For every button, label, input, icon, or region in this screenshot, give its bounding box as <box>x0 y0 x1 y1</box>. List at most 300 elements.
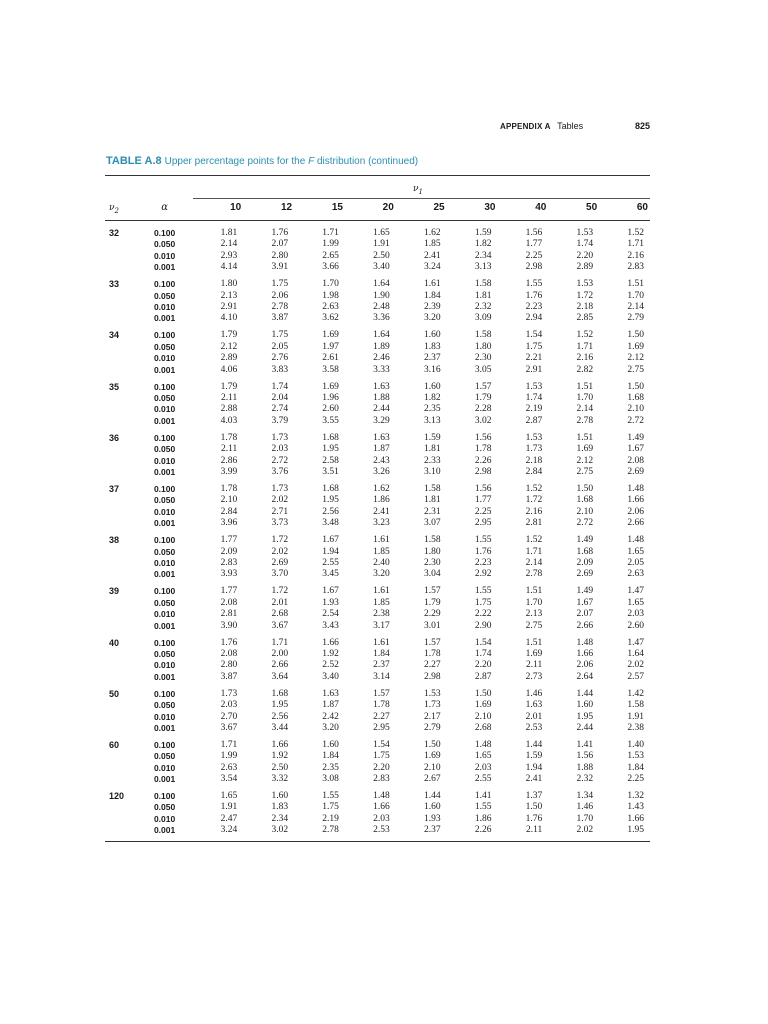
table-cell: 2.31 <box>423 506 441 517</box>
table-cell: 1.58 <box>423 535 441 546</box>
alpha-value: 0.100 <box>153 381 176 392</box>
table-cell: 2.12 <box>576 455 594 466</box>
table-cell: 1.60 <box>423 802 441 813</box>
table-cell: 1.84 <box>373 648 390 659</box>
table-cell: 3.87 <box>220 671 238 682</box>
table-cell: 1.77 <box>474 495 492 506</box>
alpha-value: 0.001 <box>153 569 176 580</box>
table-cell: 2.91 <box>220 302 238 312</box>
value-column <box>396 484 447 532</box>
table-cell: 1.61 <box>373 637 390 648</box>
value-column <box>497 586 548 634</box>
table-cell: 2.75 <box>576 466 594 477</box>
alpha-value: 0.100 <box>153 688 176 699</box>
alpha-value: 0.100 <box>153 739 176 750</box>
table-cell: 2.67 <box>423 774 441 785</box>
table-cell: 2.18 <box>525 455 543 466</box>
table-cell: 1.54 <box>525 330 543 341</box>
table-cell: 1.50 <box>627 381 644 392</box>
table-cell: 1.58 <box>627 700 644 711</box>
table-cell: 1.48 <box>576 637 594 648</box>
alpha-value: 0.100 <box>153 279 176 290</box>
table-cell: 1.58 <box>474 279 492 290</box>
table-cell: 2.43 <box>373 455 390 466</box>
value-column <box>447 586 498 634</box>
value-column <box>497 689 548 737</box>
value-column <box>447 638 498 686</box>
table-cell: 2.26 <box>474 825 492 836</box>
value-column <box>294 382 345 430</box>
alpha-column <box>137 740 193 788</box>
table-cell: 4.06 <box>220 364 238 375</box>
table-cell: 2.32 <box>576 774 594 785</box>
table-cell: 2.14 <box>576 404 594 415</box>
table-cell: 1.92 <box>271 751 289 762</box>
value-column <box>243 535 294 583</box>
table-cell: 2.08 <box>627 455 644 466</box>
caption-text <box>165 156 419 167</box>
table-cell: 2.88 <box>220 404 238 415</box>
alpha-value: 0.100 <box>153 228 176 238</box>
table-cell: 2.27 <box>423 660 441 671</box>
nu2-value: 35 <box>109 381 120 392</box>
table-cell: 3.36 <box>373 313 390 324</box>
value-column <box>548 228 599 276</box>
value-column <box>599 382 650 430</box>
table-cell: 2.63 <box>627 569 644 580</box>
table-cell: 1.51 <box>576 381 594 392</box>
table-cell: 3.08 <box>322 774 339 785</box>
alpha-value: 0.100 <box>153 432 176 443</box>
table-cell: 3.09 <box>474 313 492 324</box>
column-header: 15 <box>331 202 343 213</box>
table-cell: 2.06 <box>271 290 289 301</box>
table-cell: 1.84 <box>627 762 644 773</box>
appendix-label: APPENDIX A <box>500 122 551 131</box>
value-column <box>294 228 345 276</box>
top-rule <box>105 175 650 176</box>
table-body <box>105 225 650 839</box>
table-cell: 3.24 <box>220 825 238 836</box>
alpha-value: 0.010 <box>153 302 176 312</box>
table-cell: 2.34 <box>271 813 289 824</box>
table-cell: 2.68 <box>271 609 289 620</box>
alpha-value: 0.010 <box>153 609 176 620</box>
table-cell: 2.52 <box>322 660 339 671</box>
table-cell: 1.97 <box>322 341 339 352</box>
table-cell: 2.69 <box>576 569 594 580</box>
table-cell: 2.23 <box>525 302 543 312</box>
column-header: 12 <box>280 202 293 213</box>
alpha-column <box>137 433 193 481</box>
value-column <box>345 535 396 583</box>
table-cell: 3.20 <box>322 722 339 733</box>
table-cell: 2.25 <box>627 774 644 785</box>
table-cell: 1.91 <box>627 711 644 722</box>
table-cell: 3.20 <box>373 569 390 580</box>
value-column <box>243 638 294 686</box>
table-cell: 3.16 <box>423 364 441 375</box>
table-cell: 1.63 <box>525 700 543 711</box>
table-cell: 1.88 <box>576 762 594 773</box>
table-cell: 1.48 <box>474 739 492 750</box>
column-header: 60 <box>636 202 648 213</box>
table-cell: 1.84 <box>423 290 441 301</box>
table-cell: 1.99 <box>220 751 238 762</box>
table-cell: 1.66 <box>373 802 390 813</box>
value-column <box>447 279 498 327</box>
table-cell: 2.08 <box>220 648 238 659</box>
table-cell: 1.86 <box>474 813 492 824</box>
table-cell: 1.81 <box>220 228 238 238</box>
nu1-header <box>413 184 423 196</box>
value-column <box>447 433 498 481</box>
table-cell: 2.27 <box>373 711 390 722</box>
table-cell: 1.75 <box>271 330 289 341</box>
table-cell: 1.63 <box>373 381 390 392</box>
table-cell: 1.53 <box>627 751 644 762</box>
value-column <box>548 279 599 327</box>
alpha-value: 0.100 <box>153 586 176 597</box>
table-cell: 2.05 <box>271 341 289 352</box>
header-rule <box>105 220 650 221</box>
table-cell: 1.73 <box>271 432 289 443</box>
value-column <box>447 535 498 583</box>
table-cell: 2.12 <box>220 341 238 352</box>
table-cell: 2.16 <box>525 506 543 517</box>
alpha-value: 0.010 <box>153 250 176 261</box>
alpha-column <box>137 484 193 532</box>
table-cell: 1.59 <box>525 751 543 762</box>
alpha-value: 0.100 <box>153 330 176 341</box>
table-cell: 2.03 <box>627 609 644 620</box>
table-cell: 1.50 <box>525 802 543 813</box>
alpha-value: 0.010 <box>153 762 176 773</box>
table-cell: 2.61 <box>322 353 339 364</box>
table-cell: 2.38 <box>373 609 390 620</box>
value-column <box>243 484 294 532</box>
table-cell: 2.00 <box>271 648 289 659</box>
table-cell: 2.73 <box>525 671 543 682</box>
table-caption <box>106 155 418 167</box>
table-cell: 2.63 <box>322 302 339 312</box>
table-row-group <box>105 225 650 276</box>
value-column <box>599 638 650 686</box>
table-cell: 1.85 <box>373 546 390 557</box>
table-cell: 1.66 <box>627 495 644 506</box>
caption-text-after: distribution (continued) <box>314 156 419 167</box>
table-cell: 1.71 <box>627 239 644 250</box>
table-cell: 3.14 <box>373 671 390 682</box>
value-column <box>243 279 294 327</box>
table-cell: 1.69 <box>474 700 492 711</box>
table-cell: 2.53 <box>525 722 543 733</box>
table-cell: 1.90 <box>373 290 390 301</box>
table-cell: 2.03 <box>220 700 238 711</box>
table-cell: 1.94 <box>525 762 543 773</box>
table-cell: 1.89 <box>373 341 390 352</box>
table-cell: 1.83 <box>271 802 289 813</box>
table-cell: 1.75 <box>271 279 289 290</box>
table-cell: 1.80 <box>474 341 492 352</box>
alpha-symbol: α <box>161 202 168 213</box>
caption-text-before: Upper percentage points for the <box>164 156 309 167</box>
table-cell: 1.80 <box>220 279 238 290</box>
table-cell: 1.69 <box>322 330 339 341</box>
table-cell: 1.55 <box>474 586 492 597</box>
nu2-header <box>105 202 137 218</box>
table-cell: 2.78 <box>525 569 543 580</box>
table-cell: 1.65 <box>373 228 390 238</box>
table-cell: 2.20 <box>373 762 390 773</box>
value-column <box>345 382 396 430</box>
table-cell: 1.70 <box>576 813 594 824</box>
nu2-symbol: ν <box>109 203 115 213</box>
table-cell: 2.11 <box>220 392 238 403</box>
table-cell: 1.66 <box>322 637 339 648</box>
alpha-value: 0.001 <box>153 415 176 426</box>
table-cell: 2.79 <box>627 313 644 324</box>
alpha-value: 0.100 <box>153 483 176 494</box>
alpha-value: 0.010 <box>153 711 176 722</box>
value-column <box>548 535 599 583</box>
table-cell: 1.81 <box>423 444 441 455</box>
value-column <box>599 791 650 839</box>
table-cell: 1.52 <box>525 535 543 546</box>
table-cell: 2.09 <box>576 557 594 568</box>
table-cell: 1.56 <box>525 228 543 238</box>
table-cell: 1.60 <box>423 381 441 392</box>
table-cell: 2.69 <box>627 466 644 477</box>
table-cell: 1.99 <box>322 239 339 250</box>
table-cell: 2.03 <box>474 762 492 773</box>
table-cell: 1.83 <box>423 341 441 352</box>
alpha-value: 0.001 <box>153 722 176 733</box>
value-column <box>294 433 345 481</box>
table-cell: 3.20 <box>423 313 441 324</box>
table-cell: 2.94 <box>525 313 543 324</box>
table-cell: 2.84 <box>220 506 238 517</box>
table-cell: 1.79 <box>220 381 238 392</box>
table-label: TABLE A.8 <box>106 155 162 167</box>
table-cell: 2.80 <box>220 660 238 671</box>
table-cell: 2.82 <box>576 364 594 375</box>
table-cell: 1.91 <box>220 802 238 813</box>
value-column <box>192 484 243 532</box>
value-column <box>497 638 548 686</box>
value-column <box>447 740 498 788</box>
table-cell: 1.68 <box>627 392 644 403</box>
table-cell: 1.76 <box>220 637 238 648</box>
table-cell: 2.57 <box>627 671 644 682</box>
table-cell: 1.59 <box>423 432 441 443</box>
table-cell: 1.51 <box>525 637 543 648</box>
table-cell: 1.67 <box>576 597 594 608</box>
table-cell: 2.78 <box>322 825 339 836</box>
table-cell: 1.78 <box>474 444 492 455</box>
table-cell: 1.32 <box>627 791 644 802</box>
table-cell: 1.53 <box>525 432 543 443</box>
alpha-column <box>137 586 193 634</box>
value-column <box>599 689 650 737</box>
value-column <box>447 382 498 430</box>
table-cell: 2.20 <box>474 660 492 671</box>
alpha-value: 0.010 <box>153 660 176 671</box>
alpha-column <box>137 279 193 327</box>
value-column <box>548 689 599 737</box>
table-cell: 1.77 <box>525 239 543 250</box>
table-cell: 1.78 <box>220 432 238 443</box>
table-cell: 1.51 <box>627 279 644 290</box>
table-cell: 2.42 <box>322 711 339 722</box>
value-column <box>192 535 243 583</box>
table-cell: 2.69 <box>271 557 289 568</box>
value-column <box>548 638 599 686</box>
table-cell: 1.48 <box>627 483 644 494</box>
table-cell: 1.47 <box>627 637 644 648</box>
table-cell: 2.78 <box>271 302 289 312</box>
value-column <box>447 228 498 276</box>
table-cell: 1.50 <box>423 739 441 750</box>
table-cell: 1.62 <box>373 483 390 494</box>
table-cell: 2.30 <box>474 353 492 364</box>
column-header-row <box>105 202 650 218</box>
table-cell: 1.71 <box>271 637 289 648</box>
value-column <box>192 382 243 430</box>
value-column <box>396 586 447 634</box>
table-cell: 1.50 <box>627 330 644 341</box>
table-cell: 1.65 <box>474 751 492 762</box>
table-cell: 3.04 <box>423 569 441 580</box>
nu2-subscript: 2 <box>114 206 119 215</box>
table-cell: 2.18 <box>576 302 594 312</box>
value-column <box>192 791 243 839</box>
table-cell: 2.01 <box>271 597 289 608</box>
table-cell: 2.14 <box>627 302 644 312</box>
table-cell: 1.92 <box>322 648 339 659</box>
table-cell: 1.57 <box>423 637 441 648</box>
table-cell: 1.61 <box>423 279 441 290</box>
value-column <box>192 586 243 634</box>
table-cell: 3.48 <box>322 518 339 529</box>
alpha-column <box>137 791 193 839</box>
column-header: 50 <box>586 202 598 213</box>
table-cell: 1.76 <box>474 546 492 557</box>
running-head <box>500 121 650 135</box>
table-cell: 2.30 <box>423 557 441 568</box>
table-cell: 1.72 <box>271 535 289 546</box>
value-column <box>243 740 294 788</box>
table-cell: 1.93 <box>322 597 339 608</box>
table-cell: 1.87 <box>322 700 339 711</box>
alpha-value: 0.050 <box>153 802 176 813</box>
nu2-value: 38 <box>109 535 120 546</box>
table-cell: 3.91 <box>271 262 289 273</box>
table-cell: 2.14 <box>220 239 238 250</box>
value-column <box>192 740 243 788</box>
value-column <box>447 791 498 839</box>
table-cell: 1.55 <box>474 802 492 813</box>
table-cell: 2.72 <box>627 415 644 426</box>
table-cell: 1.75 <box>474 597 492 608</box>
table-cell: 3.29 <box>373 415 390 426</box>
value-column <box>599 535 650 583</box>
table-cell: 1.70 <box>525 597 543 608</box>
value-column <box>243 330 294 378</box>
table-cell: 1.57 <box>373 688 390 699</box>
table-cell: 2.07 <box>576 609 594 620</box>
table-cell: 1.85 <box>423 239 441 250</box>
nu2-value: 33 <box>109 279 120 290</box>
alpha-value: 0.001 <box>153 466 176 477</box>
value-column <box>345 330 396 378</box>
table-cell: 2.55 <box>474 774 492 785</box>
table-cell: 2.44 <box>576 722 594 733</box>
table-cell: 2.46 <box>373 353 390 364</box>
table-cell: 1.66 <box>271 739 289 750</box>
table-cell: 2.95 <box>474 518 492 529</box>
table-cell: 1.60 <box>322 739 339 750</box>
table-row-group <box>105 481 650 532</box>
alpha-column <box>137 382 193 430</box>
table-cell: 1.64 <box>373 279 390 290</box>
table-cell: 1.79 <box>220 330 238 341</box>
table-cell: 1.56 <box>474 432 492 443</box>
table-cell: 2.08 <box>220 597 238 608</box>
table-cell: 1.54 <box>474 637 492 648</box>
table-cell: 1.72 <box>576 290 594 301</box>
table-cell: 3.96 <box>220 518 238 529</box>
table-cell: 1.49 <box>576 586 594 597</box>
value-column <box>294 791 345 839</box>
table-cell: 1.49 <box>576 535 594 546</box>
value-column <box>243 586 294 634</box>
table-cell: 1.71 <box>525 546 543 557</box>
table-cell: 1.58 <box>474 330 492 341</box>
table-cell: 2.16 <box>576 353 594 364</box>
table-cell: 2.34 <box>474 250 492 261</box>
value-column <box>599 330 650 378</box>
table-cell: 3.70 <box>271 569 289 580</box>
table-cell: 2.56 <box>322 506 339 517</box>
table-cell: 1.69 <box>322 381 339 392</box>
table-cell: 1.53 <box>423 688 441 699</box>
table-cell: 1.44 <box>525 739 543 750</box>
table-cell: 2.98 <box>423 671 441 682</box>
value-column <box>396 330 447 378</box>
alpha-value: 0.050 <box>153 239 176 250</box>
table-cell: 1.68 <box>576 546 594 557</box>
table-cell: 2.01 <box>525 711 543 722</box>
table-cell: 2.72 <box>576 518 594 529</box>
table-cell: 1.56 <box>474 483 492 494</box>
table-cell: 2.98 <box>474 466 492 477</box>
table-cell: 2.89 <box>220 353 238 364</box>
value-column <box>396 228 447 276</box>
alpha-value: 0.010 <box>153 557 176 568</box>
table-cell: 2.17 <box>423 711 441 722</box>
table-cell: 1.65 <box>627 546 644 557</box>
table-cell: 2.84 <box>525 466 543 477</box>
table-cell: 3.40 <box>322 671 339 682</box>
alpha-value: 0.050 <box>153 341 176 352</box>
table-cell: 2.54 <box>322 609 339 620</box>
table-cell: 1.68 <box>322 432 339 443</box>
table-cell: 1.75 <box>525 341 543 352</box>
value-column <box>599 228 650 276</box>
table-cell: 2.41 <box>373 506 390 517</box>
table-cell: 2.89 <box>576 262 594 273</box>
